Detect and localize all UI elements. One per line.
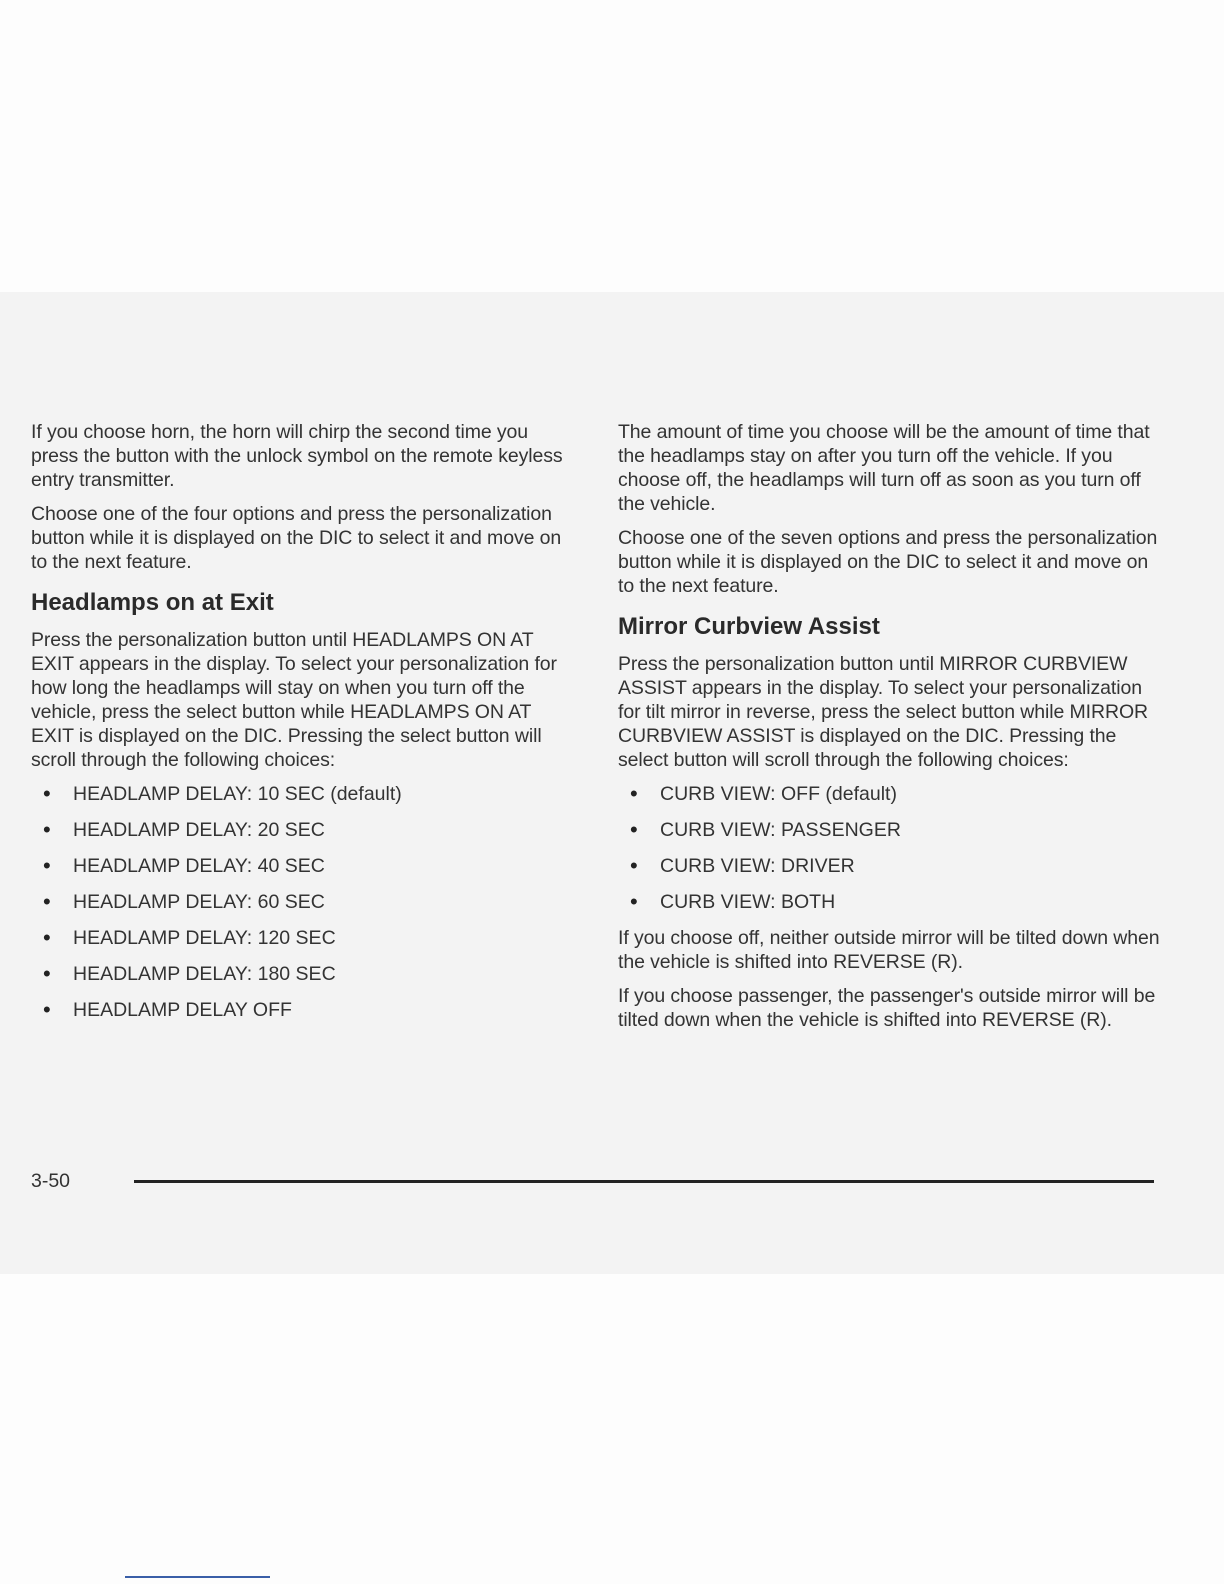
list-item: • CURB VIEW: BOTH (618, 890, 1163, 914)
list-item: • HEADLAMP DELAY: 20 SEC (31, 818, 576, 842)
mirror-curbview-heading: Mirror Curbview Assist (618, 613, 880, 640)
off-choice-paragraph: If you choose off, neither outside mirror will be tilted down when the vehicle is shifted into REVERSE (R). (618, 927, 1160, 973)
headlamp-choices-list (31, 782, 576, 1022)
passenger-choice-paragraph: If you choose passenger, the passenger's outside mirror will be tilted down when the vehicle is shifted into REVERSE (R). (618, 985, 1156, 1031)
seven-options-paragraph: Choose one of the seven options and press the personalization button while it is displayed on the DIC to select it and move on to the next feature. (618, 527, 1158, 597)
headlamps-heading: Headlamps on at Exit (31, 589, 274, 616)
list-item: • HEADLAMP DELAY OFF (31, 998, 576, 1022)
mirror-instructions: Press the personalization button until MIRROR CURBVIEW ASSIST appears in the display. To select your personalization for tilt mirror in reverse, press the select button while MIRROR CURBVIEW ASSIST is displayed on the DIC. Pressing the select button will scroll through the following choices: (618, 653, 1149, 771)
list-item: • CURB VIEW: PASSENGER (618, 818, 1163, 842)
headlamps-instructions: Press the personalization button until HEADLAMPS ON AT EXIT appears in the display. To select your personalization for how long the headlamps will stay on when you turn off the vehicle, press the select button while HEADLAMPS ON AT EXIT is displayed on the DIC. Pressing the select button will scroll through the following choices: (31, 629, 557, 771)
list-item: • HEADLAMP DELAY: 120 SEC (31, 926, 576, 950)
list-item: • CURB VIEW: OFF (default) (618, 782, 1163, 806)
left-column (31, 420, 576, 1034)
list-item: • HEADLAMP DELAY: 60 SEC (31, 890, 576, 914)
list-item: • CURB VIEW: DRIVER (618, 854, 1163, 878)
four-options-paragraph: Choose one of the four options and press the personalization button while it is displayed on the DIC to select it and move on to the next feature. (31, 503, 562, 573)
amount-of-time-paragraph: The amount of time you choose will be the amount of time that the headlamps stay on after you turn off the vehicle. If you choose off, the headlamps will turn off as soon as you turn off the vehicle. (618, 421, 1150, 515)
list-item: • HEADLAMP DELAY: 10 SEC (default) (31, 782, 576, 806)
page-number: 3-50 (31, 1170, 71, 1192)
footer-rule (134, 1180, 1154, 1183)
curbview-choices-list (618, 782, 1163, 914)
right-column (618, 420, 1163, 1042)
list-item: • HEADLAMP DELAY: 180 SEC (31, 962, 576, 986)
list-item: • HEADLAMP DELAY: 40 SEC (31, 854, 576, 878)
horn-paragraph: If you choose horn, the horn will chirp the second time you press the button with the unlock symbol on the remote keyless entry transmitter. (31, 421, 563, 491)
bottom-mark (125, 1576, 270, 1578)
